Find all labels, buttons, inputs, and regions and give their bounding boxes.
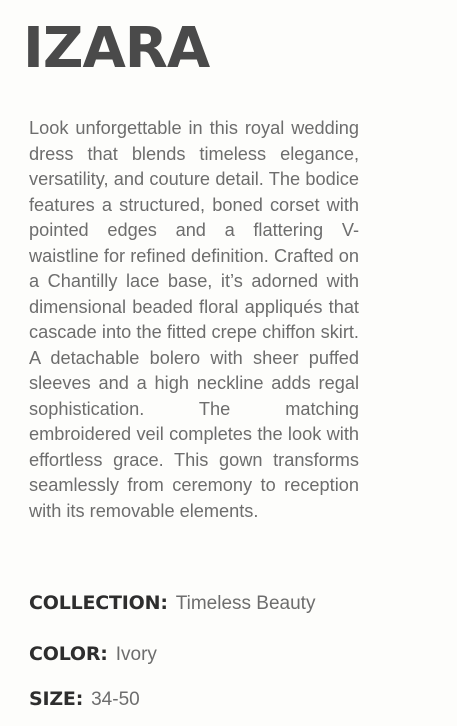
size-value: 34-50 [91, 689, 140, 710]
collection-label: COLLECTION: [29, 592, 168, 614]
color-value: Ivory [115, 644, 157, 665]
product-description: Look unforgettable in this royal wedding dress that blends timeless elegance, versatility, and couture detail. The bodice features a structured, boned corset with pointed edges and a flattering V-waistline for refined definition. Crafted on a Chantilly lace base, it’s adorned with dimensional beaded floral appliqués that cascade into the fitted crepe chiffon skirt. A detachable bolero with sheer puffed sleeves and a high neckline adds regal sophistication. The matching embroidered veil completes the look with effortless grace. This gown transforms seamlessly from ceremony to reception with its removable elements. [29, 118, 359, 521]
color-label: COLOR: [29, 643, 108, 665]
collection-row [29, 592, 315, 615]
size-row [29, 688, 140, 711]
product-title: IZARA [23, 16, 210, 81]
color-row [29, 643, 157, 666]
collection-value: Timeless Beauty [175, 593, 316, 614]
size-label: SIZE: [29, 688, 84, 710]
